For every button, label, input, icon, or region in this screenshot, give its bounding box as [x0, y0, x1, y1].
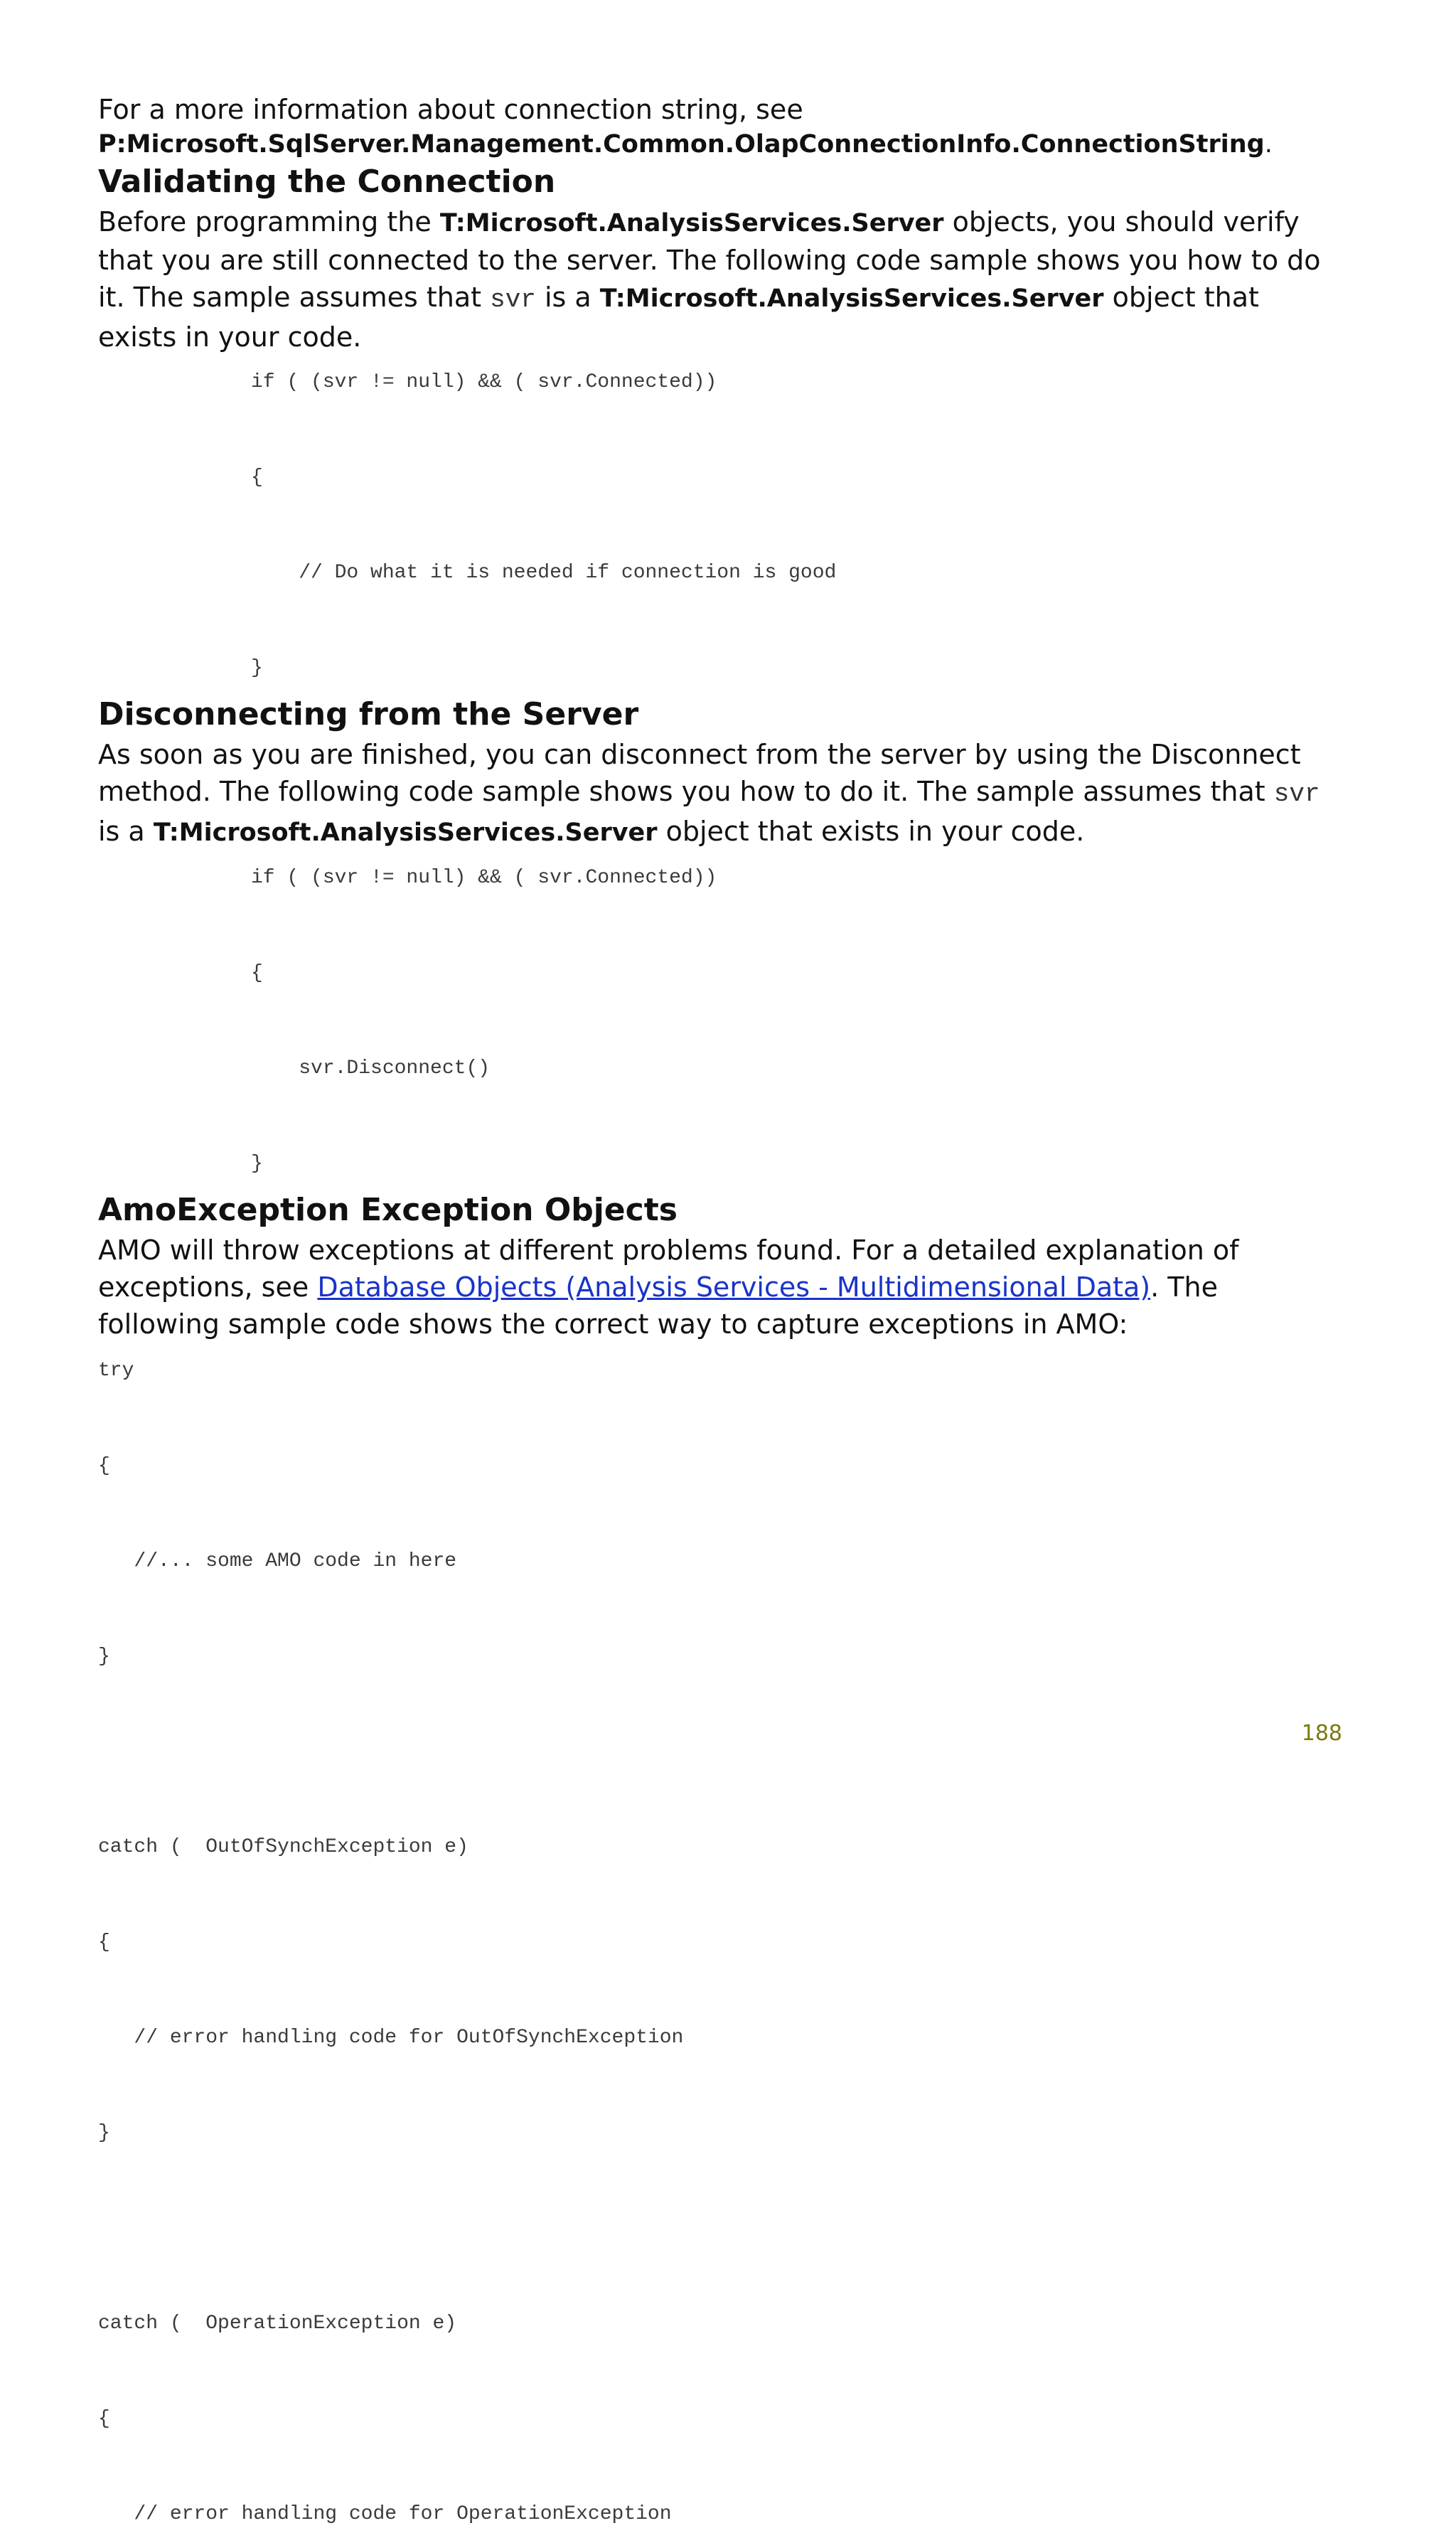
code-sample: if ( (svr != null) && ( svr.Connected)) { // Do what it is needed if connection is good }: [251, 371, 837, 679]
server-type-reference: T:Microsoft.AnalysisServices.Server: [439, 209, 944, 238]
text-run: Before programming the: [98, 206, 440, 238]
svr-inline-code: svr: [490, 285, 536, 314]
text-run: As soon as you are finished, you can disconnect from the server by using the Disconnect method. The following code sample shows you how to do it. The sample assumes that: [98, 739, 1301, 807]
text-run: is a: [535, 282, 600, 313]
database-objects-link[interactable]: Database Objects (Analysis Services - Multidimensional Data): [317, 1271, 1151, 1303]
heading-amoexception: AmoException Exception Objects: [98, 1192, 678, 1228]
server-type-reference: T:Microsoft.AnalysisServices.Server: [153, 819, 658, 847]
disconnecting-code-block: [98, 854, 1342, 1188]
page-number: 188: [1301, 1721, 1342, 1746]
exceptions-code-block: [98, 1347, 1342, 2538]
server-type-reference: T:Microsoft.AnalysisServices.Server: [599, 284, 1104, 313]
code-sample: try { //... some AMO code in here } catch ( OutOfSynchException e) { // error handling code for OutOfSynchException } catch ( OperationException e) { // error handling code for OperationException: [98, 1360, 684, 2525]
intro-reference: [98, 128, 1342, 161]
text-run: object that exists in your code.: [657, 816, 1085, 847]
intro-period: .: [1264, 130, 1273, 159]
text-run: objects, you should verify that you are still connected to the server. The following code sample shows you how to do it. The sample assumes that: [98, 206, 1321, 313]
validating-code-block: [98, 358, 1342, 692]
intro-line: For a more information about connection string, see: [98, 94, 803, 125]
disconnecting-paragraph: [98, 736, 1342, 851]
exceptions-paragraph: [98, 1232, 1342, 1343]
heading-validating-connection: Validating the Connection: [98, 164, 556, 200]
text-run: is a: [98, 816, 154, 847]
svr-inline-code: svr: [1273, 779, 1320, 809]
heading-disconnecting: Disconnecting from the Server: [98, 696, 639, 732]
text-run: AMO will throw exceptions at different problems found. For a detailed explanation of exceptions, see: [98, 1235, 1239, 1303]
text-run: . The following sample code shows the correct way to capture exceptions in AMO:: [98, 1271, 1218, 1340]
connection-string-reference: P:Microsoft.SqlServer.Management.Common.OlapConnectionInfo.ConnectionString: [98, 130, 1265, 159]
document-page: [98, 91, 1342, 2538]
code-sample: if ( (svr != null) && ( svr.Connected)) { svr.Disconnect() }: [251, 867, 717, 1175]
text-run: object that exists in your code.: [98, 282, 1259, 353]
validating-paragraph: [98, 203, 1342, 356]
